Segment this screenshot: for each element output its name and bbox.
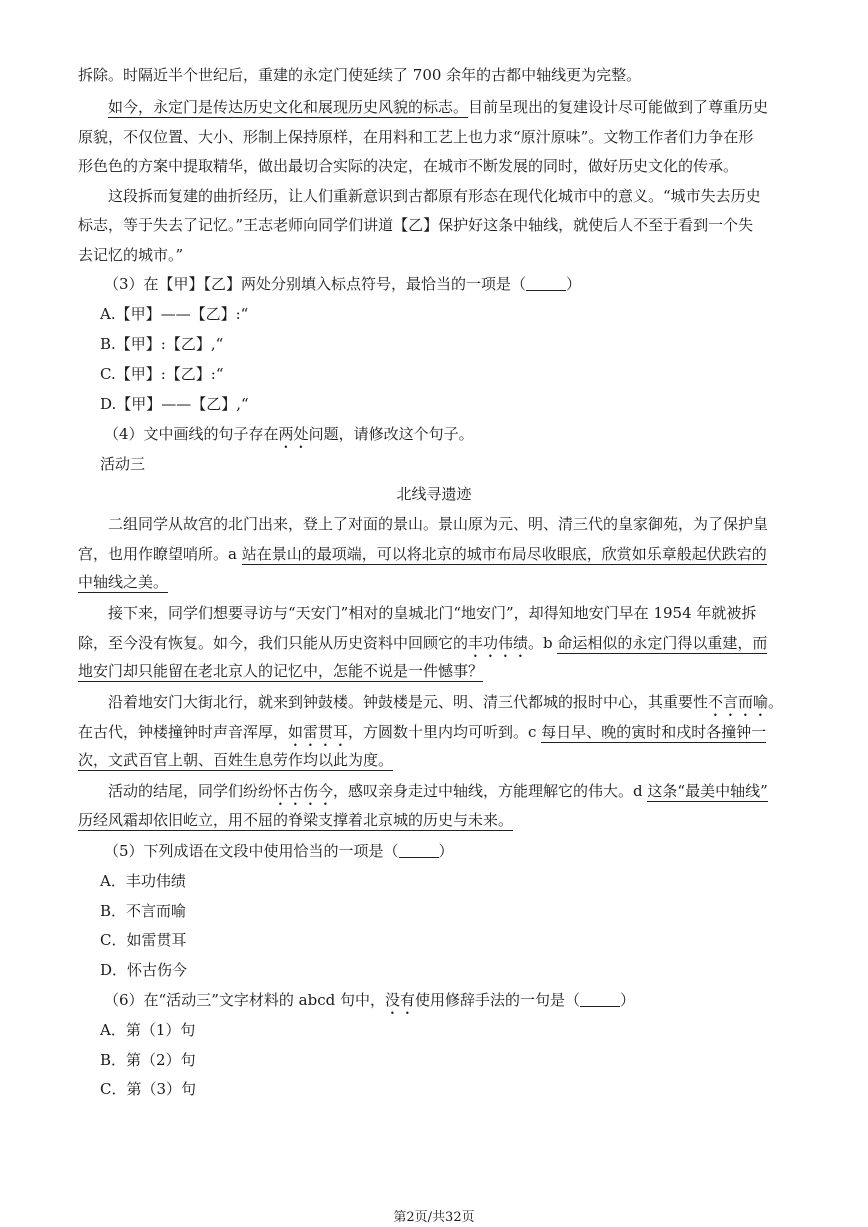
paragraph-line: 活动的结尾，同学们纷纷怀古伤今，感叹亲身走过中轴线，方能理解它的伟大。d 这条“最美中轴线” (108, 782, 768, 800)
answer-blank[interactable] (399, 843, 439, 858)
paragraph-line (78, 749, 393, 771)
underlined-sentence: 中轴线之美。 (78, 573, 169, 591)
option-a: A．第（1）句 (100, 1021, 196, 1039)
activity-label: 活动三 (100, 455, 146, 473)
underlined-sentence: 命运相似的永定门得以重建，而 (557, 634, 768, 652)
option-c: C.【甲】:【乙】:“ (100, 365, 224, 383)
question-5-stem: （5）下列成语在文段中使用恰当的一项是（ ） (104, 842, 454, 860)
question-4-stem: （4）文中画线的句子存在两处问题，请修改这个句子。 (104, 425, 474, 443)
option-a: A.【甲】——【乙】:“ (100, 305, 249, 323)
underlined-sentence: 如今，永定门是传达历史文化和展现历史风貌的标志。 (108, 98, 469, 116)
option-b: B.【甲】:【乙】,“ (100, 335, 224, 353)
underlined-sentence: 次，文武百官上朝、百姓生息劳作均以此为度。 (78, 751, 394, 769)
option-d: D．怀古伤今 (100, 961, 188, 979)
paragraph-line: 原貌，不仅位置、大小、形制上保持原样，在用料和工艺上也力求“原汁原味”。文物工作者们力争在形 (78, 128, 754, 146)
underlined-sentence: 站在景山的最项端，可以将北京的城市布局尽收眼底，欣赏如乐章般起伏跌宕的 (241, 545, 767, 563)
paragraph-line: 沿着地安门大街北行，就来到钟鼓楼。钟鼓楼是元、明、清三代都城的报时中心，其重要性不言而喻。 (108, 693, 784, 711)
answer-blank[interactable] (526, 276, 566, 291)
option-b: B．不言而喻 (100, 902, 187, 920)
paragraph-line: 拆除。时隔近半个世纪后，重建的永定门使延续了 700 余年的古都中轴线更为完整。 (78, 66, 642, 84)
underlined-sentence: 每日早、晚的寅时和戌时各撞钟一 (541, 723, 767, 741)
paragraph-line: 接下来，同学们想要寻访与“天安门”相对的皇城北门“地安门”，却得知地安门早在 1954 年就被拆 (108, 604, 757, 622)
underlined-sentence: 地安门却只能留在老北京人的记忆中，怎能不说是一件憾事？ (78, 662, 484, 680)
option-d: D.【甲】——【乙】,“ (100, 395, 249, 413)
underlined-sentence: 这条“最美中轴线” (647, 782, 768, 800)
question-3-stem: （3）在【甲】【乙】两处分别填入标点符号，最恰当的一项是（ ） (104, 275, 582, 293)
section-title: 北线寻遗迹 (396, 485, 472, 503)
underlined-sentence: 历经风霜却依旧屹立，用不屈的脊梁支撑着北京城的历史与未来。 (78, 811, 514, 829)
paragraph-line (78, 571, 168, 593)
paragraph-line: 除，至今没有恢复。如今，我们只能从历史资料中回顾它的丰功伟绩。b 命运相似的永定门得以重建，而 (78, 634, 768, 652)
paragraph-line: 二组同学从故宫的北门出来，登上了对面的景山。景山原为元、明、清三代的皇家御苑，为了保护皇 (108, 515, 769, 533)
emphasized-text: 两处 (278, 425, 309, 443)
option-a: A．丰功伟绩 (100, 872, 186, 890)
paragraph-line: 这段拆而复建的曲折经历，让人们重新意识到古都原有形态在现代化城市中的意义。“城市失去历史 (108, 187, 761, 205)
question-6-stem: （6）在“活动三”文字材料的 abcd 句中，没有使用修辞手法的一句是（ ） (104, 991, 636, 1009)
paragraph-line: 标志，等于失去了记忆。”王志老师向同学们讲道【乙】保护好这条中轴线，就使后人不至于看到一个失 (78, 216, 754, 234)
answer-blank[interactable] (580, 992, 620, 1007)
paragraph-line (78, 660, 483, 682)
option-b: B．第（2）句 (100, 1051, 196, 1069)
emphasized-text: 如雷贯耳 (288, 723, 349, 741)
emphasized-text: 没有 (384, 991, 415, 1009)
option-c: C．第（3）句 (100, 1080, 197, 1098)
page-footer: 第2页/共32页 (393, 1210, 475, 1225)
paragraph-line: 在古代，钟楼撞钟时声音浑厚，如雷贯耳，方圆数十里内均可听到。c 每日早、晚的寅时和戌时各撞钟一 (78, 723, 767, 741)
emphasized-text: 丰功伟绩 (468, 634, 529, 652)
emphasized-text: 不言而喻 (708, 693, 769, 711)
paragraph-line: 如今，永定门是传达历史文化和展现历史风貌的标志。目前呈现出的复建设计尽可能做到了尊重历史 (108, 98, 769, 116)
paragraph-line: 形色色的方案中提取精华，做出最切合实际的决定，在城市不断发展的同时，做好历史文化的传承。 (78, 157, 739, 175)
emphasized-text: 怀古伤今 (273, 782, 334, 800)
paragraph-line: 去记忆的城市。” (78, 246, 184, 264)
paragraph-line: 宫，也用作瞭望哨所。a 站在景山的最项端，可以将北京的城市布局尽收眼底，欣赏如乐章般起伏跌宕的 (78, 545, 767, 563)
paragraph-line (78, 809, 513, 831)
option-c: C．如雷贯耳 (100, 931, 187, 949)
